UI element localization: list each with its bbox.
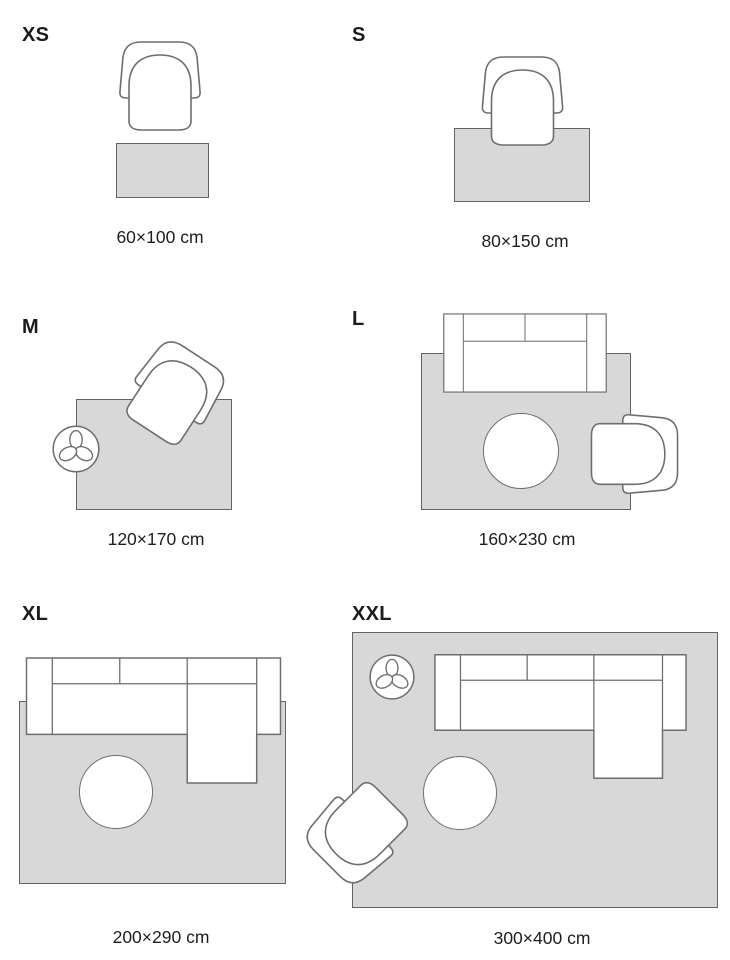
dimension-label-xl: 200×290 cm	[112, 927, 210, 947]
size-title-xs: XS	[22, 23, 50, 46]
dimension-label-s: 80×150 cm	[481, 231, 569, 251]
dimension-label-xs: 60×100 cm	[116, 227, 204, 247]
armchair-icon	[479, 55, 566, 147]
plant-icon	[52, 425, 100, 473]
armchair-icon	[117, 40, 203, 132]
sofa-icon	[443, 313, 607, 393]
size-title-m: M	[22, 315, 39, 338]
size-title-xl: XL	[22, 602, 49, 625]
coffee-table-icon	[79, 755, 153, 829]
dimension-label-l: 160×230 cm	[478, 529, 576, 549]
size-title-xxl: XXL	[352, 602, 392, 625]
plant-icon	[369, 654, 415, 700]
size-title-s: S	[352, 23, 366, 46]
coffee-table-icon	[483, 413, 559, 489]
dimension-label-m: 120×170 cm	[107, 529, 205, 549]
size-title-l: L	[352, 307, 365, 330]
dimension-label-xxl: 300×400 cm	[493, 928, 591, 948]
rug-swatch-xs	[116, 143, 209, 198]
armchair-icon	[590, 411, 680, 498]
coffee-table-icon	[423, 756, 497, 830]
sectional-sofa-icon	[25, 657, 282, 784]
